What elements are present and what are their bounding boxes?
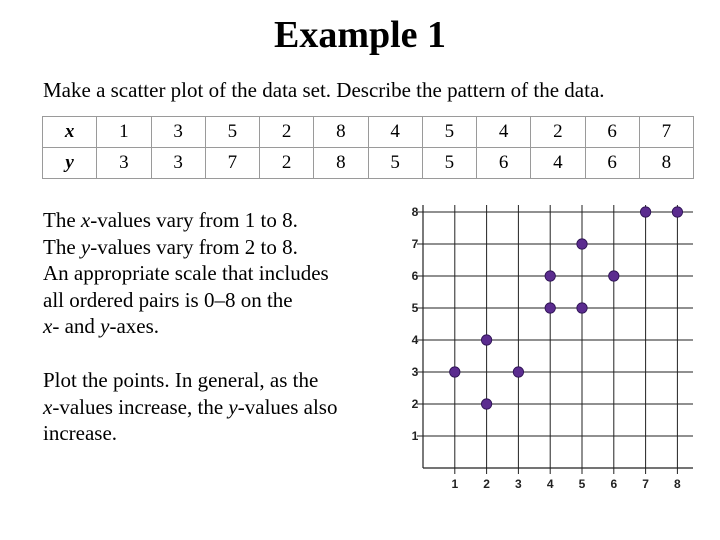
table-cell: 7	[639, 117, 693, 148]
table-cell: 3	[151, 117, 205, 148]
scatter-plot	[400, 200, 700, 495]
x-tick-label: 8	[674, 477, 681, 491]
table-cell: 5	[422, 148, 476, 179]
grid-lines	[417, 205, 693, 474]
y-tick-label: 2	[411, 397, 419, 411]
slide-title: Example 1	[273, 14, 447, 56]
data-point	[640, 207, 650, 217]
data-point	[450, 367, 460, 377]
data-point	[672, 207, 682, 217]
table-row-y	[43, 148, 694, 179]
table-cell: 1	[97, 117, 151, 148]
y-tick-label: 6	[411, 269, 419, 283]
table-cell: 6	[585, 117, 639, 148]
table-cell: 4	[368, 117, 422, 148]
table-cell: 6	[477, 148, 531, 179]
explanation-line: The x-values vary from 1 to 8.	[43, 208, 298, 232]
table-cell: 2	[260, 148, 314, 179]
conclusion-line: x-values increase, the y-values also	[43, 394, 338, 419]
y-tick-label: 1	[411, 429, 419, 443]
table-cell: 8	[314, 117, 368, 148]
x-tick-label: 5	[578, 477, 586, 491]
table-row-x	[43, 117, 694, 148]
x-tick-label: 6	[610, 477, 618, 491]
data-point	[545, 303, 555, 313]
explanation-line: The y-values vary from 2 to 8.	[43, 234, 298, 259]
y-tick-label: 4	[411, 333, 419, 347]
explanation-line: x- and y-axes.	[43, 314, 160, 338]
y-tick-label: 7	[411, 237, 419, 251]
x-tick-label: 7	[642, 477, 649, 491]
x-tick-label: 2	[483, 477, 490, 491]
table-cell: 5	[422, 117, 476, 148]
x-tick-label: 1	[451, 477, 459, 491]
table-cell: 8	[639, 148, 693, 179]
table-cell: 4	[531, 148, 585, 179]
table-cell: 5	[205, 117, 259, 148]
data-point	[513, 367, 523, 377]
table-cell: 5	[368, 148, 422, 179]
data-point	[609, 271, 619, 281]
data-table	[42, 116, 694, 179]
data-point	[577, 239, 587, 249]
y-tick-label: 3	[411, 365, 419, 379]
table-cell: 2	[531, 117, 585, 148]
table-cell: 3	[97, 148, 151, 179]
table-cell: 4	[477, 117, 531, 148]
data-point	[545, 271, 555, 281]
y-tick-label: 8	[411, 205, 419, 219]
data-point	[481, 335, 491, 345]
x-tick-label: 4	[546, 477, 554, 491]
x-tick-label: 3	[515, 477, 522, 491]
explanation-line: An appropriate scale that includes	[43, 261, 329, 285]
explanation-line: all ordered pairs is 0–8 on the	[43, 287, 293, 312]
y-tick-label: 5	[411, 301, 419, 315]
conclusion-line: increase.	[43, 421, 118, 445]
data-point	[577, 303, 587, 313]
x-header-cell: x	[43, 117, 97, 148]
conclusion-line: Plot the points. In general, as the	[43, 368, 319, 392]
explanation-text	[43, 207, 329, 340]
table-cell: 7	[205, 148, 259, 179]
problem-prompt: Make a scatter plot of the data set. Describe the pattern of the data.	[43, 78, 605, 102]
y-header-cell: y	[43, 148, 97, 179]
table-cell: 3	[151, 148, 205, 179]
table-cell: 2	[260, 117, 314, 148]
conclusion-text	[43, 367, 337, 447]
tick-labels	[412, 205, 681, 491]
table-cell: 8	[314, 148, 368, 179]
data-point	[481, 399, 491, 409]
table-cell: 6	[585, 148, 639, 179]
